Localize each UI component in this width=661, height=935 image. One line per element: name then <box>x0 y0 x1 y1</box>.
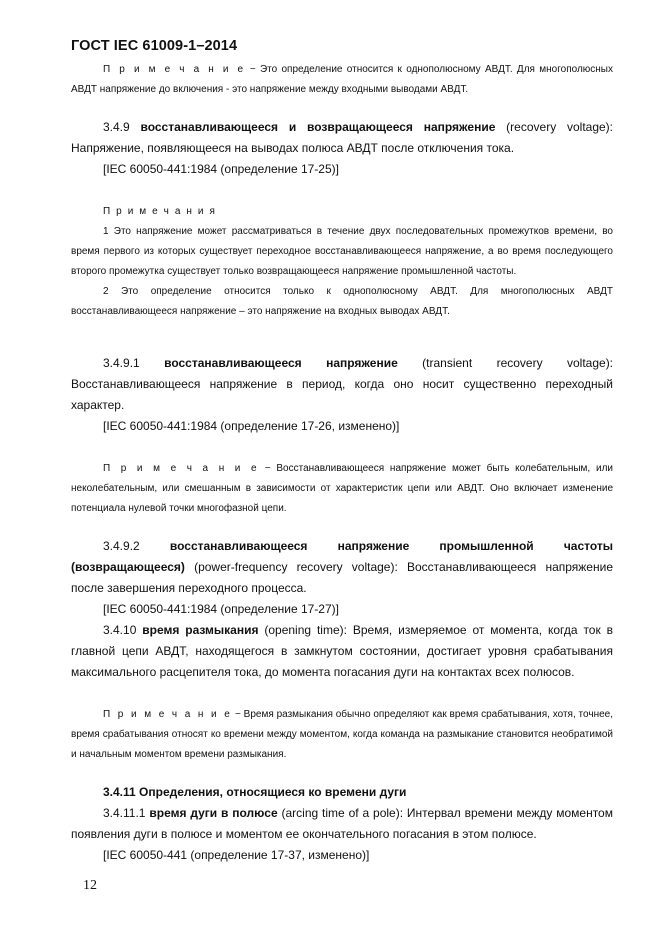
note-2: 2 Это определение относится только к однополюсному АВДТ. Для многополюсных АВДТ восстанавливающееся напряжение – это напряжение на входных выводах АВДТ. <box>71 286 613 317</box>
definition-text: (transient recovery voltage): Восстанавливающееся напряжение в период, когда оно носит существенно переходный характер. <box>71 356 614 412</box>
term: восстанавливающееся напряжение промышленной частоты (возвращающееся) <box>71 539 614 574</box>
section-3-4-10 <box>71 620 613 683</box>
section-number: 3.4.9.2 <box>103 539 170 553</box>
section-3-4-9-1 <box>71 353 613 437</box>
reference: [IEC 60050-441:1984 (определение 17-25)] <box>103 162 339 176</box>
note-text: − Восстанавливающееся напряжение может быть колебательным, или неколебательным, или смешанным в зависимости от характеристик цепи или АВДТ. Оно включает изменение потенциала нулевой точки многофазной цепи. <box>71 463 613 514</box>
note-3-4-9-1 <box>71 459 613 519</box>
term: восстанавливающееся и возвращающееся напряжение <box>140 120 496 134</box>
definition-text: (arcing time of a pole): Интервал времени между моментом появления дуги в полюсе и моментом ее окончательного погасания в этом полюсе. <box>71 806 613 841</box>
section-heading: 3.4.11 Определения, относящиеся ко времени дуги <box>103 785 407 799</box>
page-number: 12 <box>83 878 97 893</box>
section-3-4-11-1 <box>71 803 613 866</box>
notes-3-4-9 <box>71 202 613 322</box>
reference: [IEC 60050-441 (определение 17-37, изменено)] <box>103 848 370 862</box>
note-label: П р и м е ч а н и е <box>103 463 259 474</box>
note-top <box>71 60 613 100</box>
definition-text: (power-frequency recovery voltage): Восстанавливающееся напряжение после завершения переходного процесса. <box>71 560 613 595</box>
section-3-4-9 <box>71 117 613 180</box>
reference: [IEC 60050-441:1984 (определение 17-26, изменено)] <box>103 419 400 433</box>
reference: [IEC 60050-441:1984 (определение 17-27)] <box>103 602 339 616</box>
term: время дуги в полюсе <box>149 806 278 820</box>
note-text: − Время размыкания обычно определяют как время срабатывания, хотя, точнее, время срабатывания относят ко времени между моментом, когда команда на размыкание становится необратимой и начальным моментом времени размыкания. <box>71 709 613 760</box>
definition-text: (recovery voltage): Напряжение, появляющееся на выводах полюса АВДТ после отключения тока. <box>71 120 614 155</box>
document-header: ГОСТ IEC 61009-1–2014 <box>71 38 238 54</box>
note-1: 1 Это напряжение может рассматриваться в течение двух последовательных промежутков времени, во время первого из которых существует переходное восстанавливающееся напряжение, а во время последующего второго промежутка существует только возвращающееся напряжение промышленной частоты. <box>71 226 613 277</box>
term: восстанавливающееся напряжение <box>164 356 398 370</box>
section-number: 3.4.9.1 <box>103 356 165 370</box>
note-3-4-10 <box>71 705 613 765</box>
definition-text: (opening time): Время, измеряемое от момента, когда ток в главной цепи АВДТ, находящегося в замкнутом состоянии, достигает уровня срабатывания максимального расцепителя тока, до момента погасания дуги на контактах всех полюсов. <box>71 623 613 679</box>
section-number: 3.4.11.1 <box>103 806 150 820</box>
notes-label: П р и м е ч а н и я <box>103 206 217 217</box>
note-text: − Это определение относится к однополюсному АВДТ. Для многополюсных АВДТ напряжение до включения - это напряжение между входными выводами АВДТ. <box>71 64 613 95</box>
section-number: 3.4.10 <box>103 623 143 637</box>
note-label: П р и м е ч а н и е <box>103 709 233 720</box>
note-label: П р и м е ч а н и е <box>103 64 246 75</box>
section-number: 3.4.9 <box>103 120 141 134</box>
section-3-4-11 <box>71 782 613 803</box>
term: время размыкания <box>142 623 259 637</box>
section-3-4-9-2 <box>71 536 613 620</box>
